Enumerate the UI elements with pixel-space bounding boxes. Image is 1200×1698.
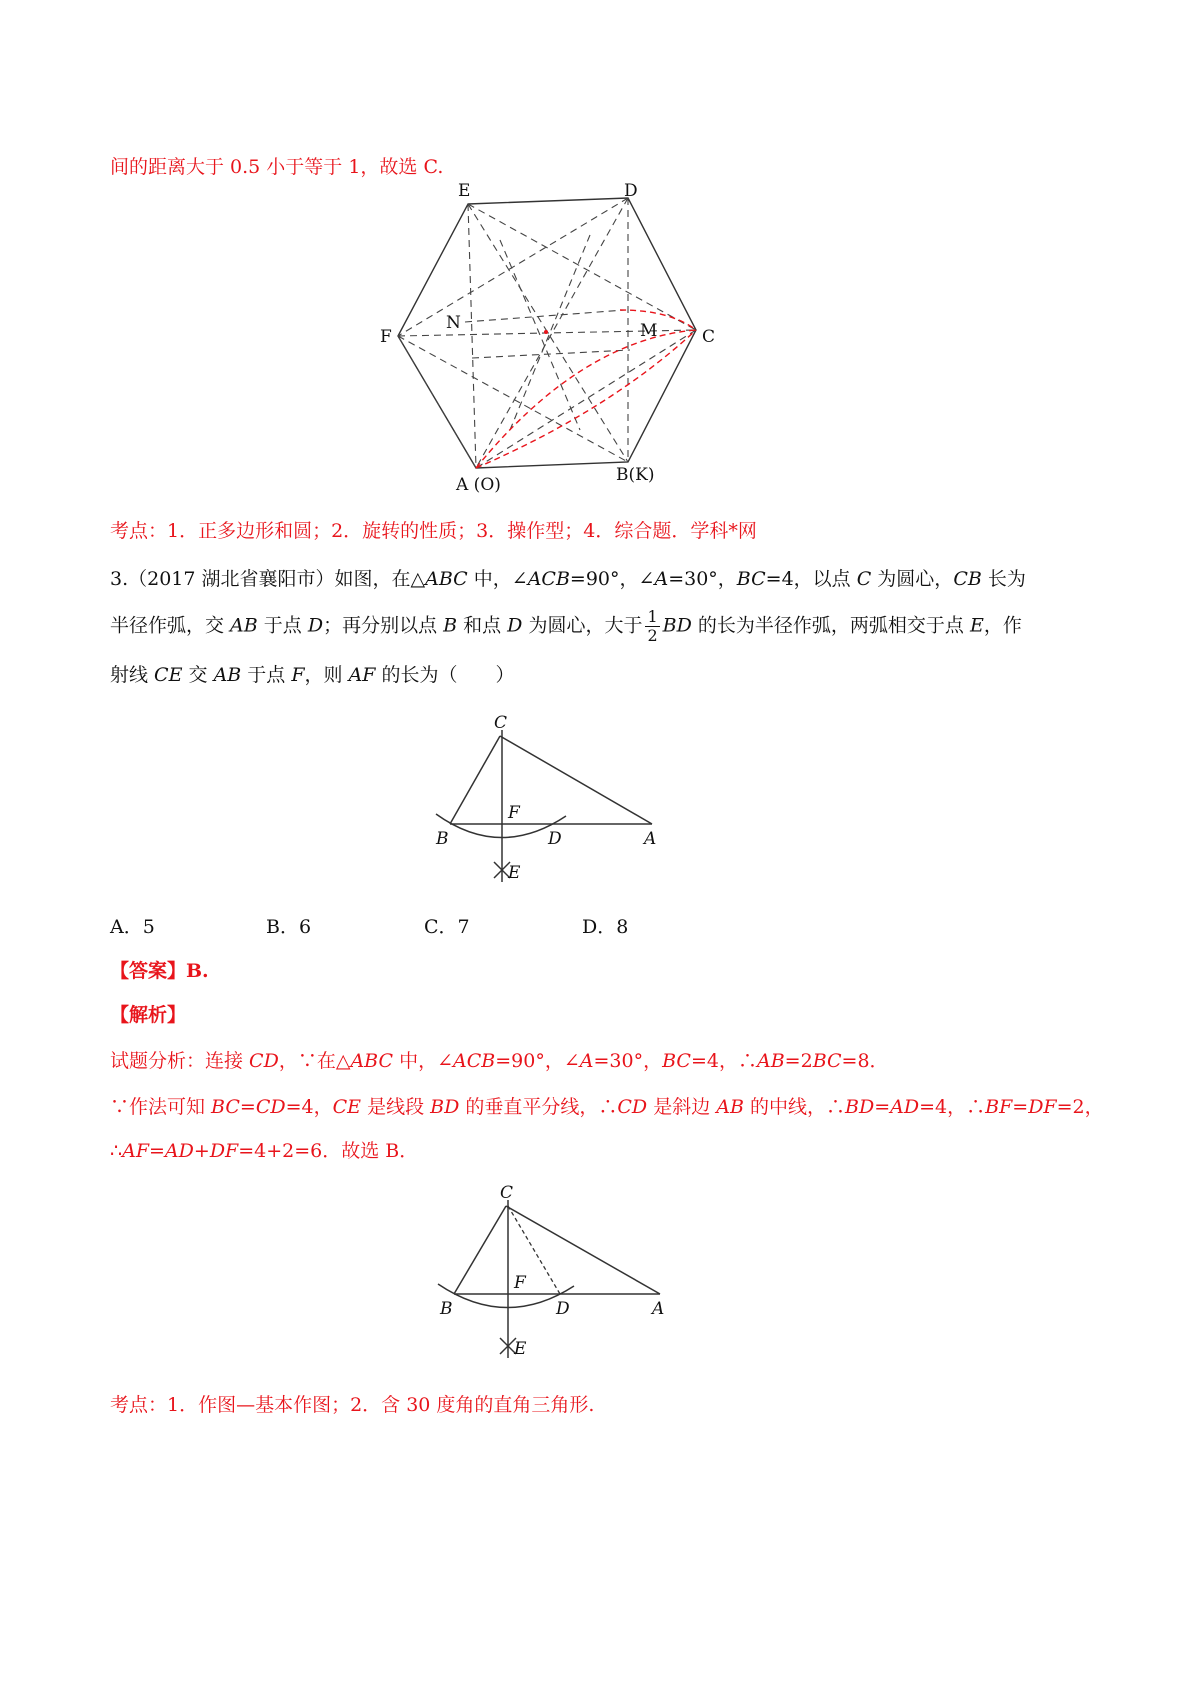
tri2-label-B: B [440, 1299, 453, 1319]
tri2-label-C: C [500, 1183, 514, 1203]
tri1-label-B: B [436, 829, 449, 849]
analysis-line3: ∴AF=AD+DF=4+2=6．故选 B． [110, 1140, 419, 1162]
tri1-label-A: A [644, 829, 657, 849]
prev-solution-end: 间的距离大于 0.5 小于等于 1，故选 C. [110, 156, 444, 178]
tri2-label-D: D [556, 1299, 570, 1319]
hexagon-figure [380, 180, 740, 500]
kaodian-q3: 考点：1．作图—基本作图；2．含 30 度角的直角三角形. [110, 1394, 595, 1416]
question3-line1: 3.（2017 湖北省襄阳市）如图，在△ABC 中，∠ACB=90°，∠A=30°，BC=4，以点 C 为圆心，CB 长为 [110, 568, 1026, 590]
tri2-label-E: E [514, 1339, 527, 1359]
tri1-label-F: F [508, 803, 520, 823]
label-B: B(K) [616, 465, 655, 485]
tri1-label-D: D [548, 829, 562, 849]
option-c: C．7 [424, 916, 470, 938]
label-M: M [640, 321, 658, 341]
question3-line3: 射线 CE 交 AB 于点 F，则 AF 的长为（ ） [110, 664, 515, 686]
label-F: F [380, 327, 392, 347]
option-d: D．8 [582, 916, 629, 938]
analysis-heading: 【解析】 [110, 1004, 187, 1026]
analysis-line1: 试题分析：连接 CD，∵在△ABC 中，∠ACB=90°，∠A=30°，BC=4，∴AB=2BC=8． [110, 1050, 889, 1072]
kaodian-prev: 考点：1．正多边形和圆；2．旋转的性质；3．操作型；4．综合题．学科*网 [110, 520, 757, 542]
tri1-label-C: C [494, 713, 508, 733]
center-dot [544, 330, 548, 334]
answer: 【答案】B. [110, 960, 209, 982]
label-D: D [624, 181, 638, 201]
label-E: E [458, 181, 471, 201]
tri1-label-E: E [508, 863, 521, 883]
tri2-label-F: F [514, 1273, 526, 1293]
analysis-line2: ∵作法可知 BC=CD=4，CE 是线段 BD 的垂直平分线，∴CD 是斜边 AB 的中线，∴BD=AD=4，∴BF=DF=2， [110, 1096, 1104, 1118]
question3-line2: 半径作弧，交 AB 于点 D；再分别以点 B 和点 D 为圆心，大于 $\frac{1}{2}$ BD 的长为半径作弧，两弧相交于点 E，作 [110, 607, 1022, 645]
tri2-label-A: A [652, 1299, 665, 1319]
triangle-figure-2 [430, 1180, 690, 1370]
option-b: B．6 [266, 916, 312, 938]
triangle-figure-1 [430, 710, 690, 890]
label-C: C [702, 327, 716, 347]
option-a: A．5 [110, 916, 155, 938]
label-N: N [446, 313, 461, 333]
fraction-half: $\frac{1}{2}$ [647, 607, 658, 645]
label-A: A (O) [456, 475, 501, 495]
options-row [110, 914, 1010, 940]
